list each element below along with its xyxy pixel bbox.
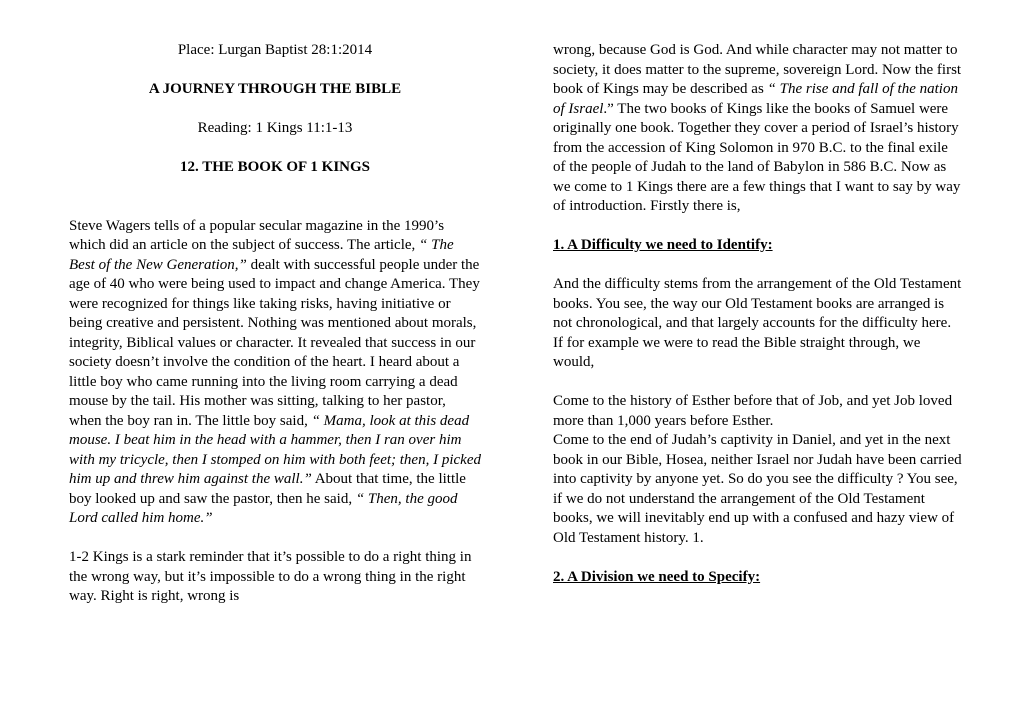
book-description-quote: “ The rise and fall of the nation of Israel — [553, 81, 958, 117]
sermon-title: 12. THE BOOK OF 1 KINGS — [179, 159, 371, 175]
section-heading-difficulty: 1. A Difficulty we need to Identify: — [553, 237, 773, 253]
continuation-text-2: .” The two books of Kings like the books of Samuel were originally one book. Together they cover a period of Israel’s history from the accession of King Solomon in 970 B.C. to the final exile of the people of Judah to the land of Babylon in 586 B.C. Now as we come to 1 Kings there are a few things that I want to say by way of introduction. Firstly there is, — [553, 100, 961, 214]
section-heading-division: 2. A Division we need to Specify: — [553, 568, 761, 585]
series-title: A JOURNEY THROUGH THE BIBLE — [148, 81, 402, 97]
continuation-text-1: wrong, because God is God. And while character may not matter to society, it does matter to the supreme, sovereign Lord. Now the first book of Kings may be described as — [553, 42, 962, 97]
difficulty-paragraph: And the difficulty stems from the arrangement of the Old Testament books. You see, the way our Old Testament books are arranged is not chronological, and that largely accounts for the difficulty here. If for example we were to read the Bible straight through, we would, — [553, 276, 962, 370]
intro-text-3: About that time, the little boy looked up and saw the pastor, then he said, — [69, 471, 466, 507]
right-column — [553, 41, 963, 587]
intro-paragraph — [69, 217, 481, 529]
kings-reminder-paragraph: 1-2 Kings is a stark reminder that it’s possible to do a right thing in the wrong way, but it’s impossible to do a wrong thing in the right way. Right is right, wrong is — [69, 549, 472, 604]
daniel-hosea-paragraph: Come to the end of Judah’s captivity in Daniel, and yet in the next book in our Bible, Hosea, neither Israel nor Judah have been carried into captivity by anyone yet. So do you see the difficulty ? You see, if we do not understand the arrangement of the Old Testament books, we will inevitably end up with a confused and hazy view of Old Testament history. 1. — [553, 432, 962, 546]
boy-quote-ending: “ Then, the good Lord called him home.” — [69, 490, 458, 526]
intro-text-2: dealt with successful people under the age of 40 who were being used to impact and change America. They were recognized for things like taking risks, having initiative or being creative and persistent. Nothing was mentioned about morals, integrity, Biblical values or character. It revealed that success in our society doesn’t involve the condition of the heart. I heard about a little boy who came running into the living room carrying a dead mouse by the tail. His mother was sitting, talking to her pastor, when the boy ran in. The little boy said, — [69, 256, 480, 429]
reading-line: Reading: 1 Kings 11:1-13 — [197, 120, 353, 136]
intro-text-1: Steve Wagers tells of a popular secular magazine in the 1990’s which did an article on the subject of success. The article, — [69, 217, 445, 253]
magazine-article-title: “ The Best of the New Generation,” — [69, 237, 454, 273]
continuation-paragraph — [553, 41, 963, 217]
left-column — [69, 41, 481, 607]
boy-quote: “ Mama, look at this dead mouse. I beat him in the head with a hammer, then I ran over him with my tricycle, then I stomped on him with both feet; then, I picked him up and threw him against the wall.” — [69, 412, 481, 487]
place-line: Place: Lurgan Baptist 28:1:2014 — [177, 42, 373, 58]
esther-job-paragraph: Come to the history of Esther before that of Job, and yet Job loved more than 1,000 years before Esther. — [553, 393, 953, 429]
